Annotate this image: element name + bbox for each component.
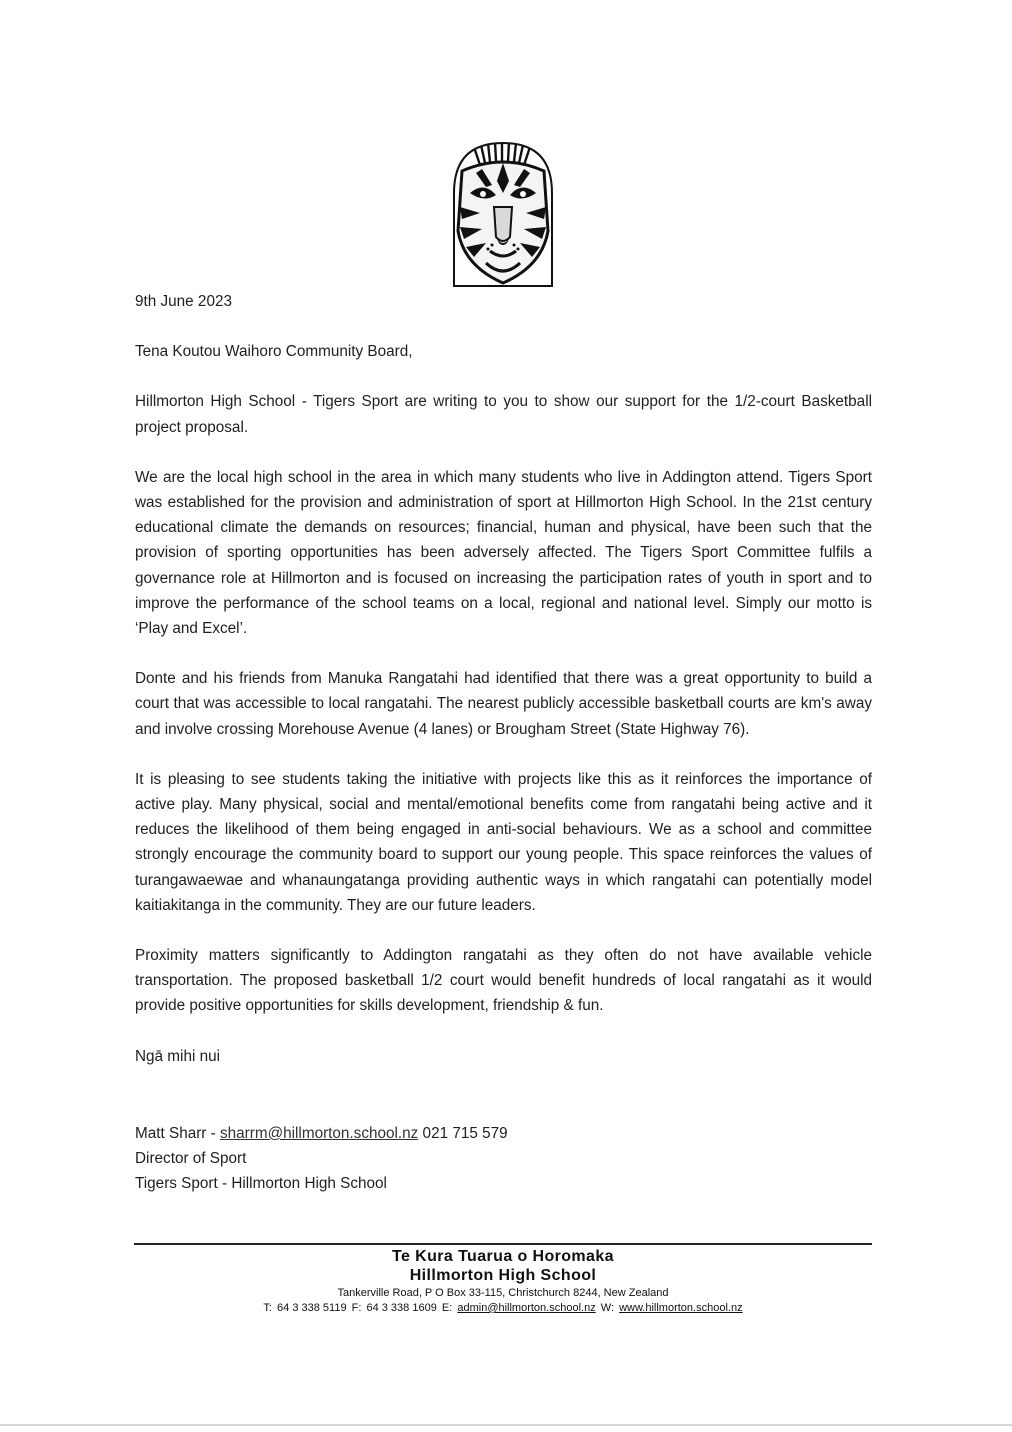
paragraph-support: Hillmorton High School - Tigers Sport are writing to you to show our support for the 1/2-court Basketball project proposal. bbox=[135, 393, 872, 436]
scan-edge-line bbox=[0, 1424, 1012, 1426]
footer-school-maori-name: Te Kura Tuarua o Horomaka bbox=[392, 1248, 614, 1265]
signature-block bbox=[135, 1121, 872, 1197]
signature-phone: 021 715 579 bbox=[418, 1124, 508, 1142]
footer-phone-label: T: bbox=[263, 1302, 272, 1314]
footer-web-label: W: bbox=[600, 1302, 615, 1314]
school-logo bbox=[452, 141, 554, 287]
paragraph-court-access: Donte and his friends from Manuka Rangatahi had identified that there was a great opportunity to build a court that was accessible to local rangatahi. The nearest publicly accessible basketball courts are km's away and involve crossing Morehouse Avenue (4 lanes) or Brougham Street (State Highway 76). bbox=[135, 670, 872, 738]
footer-fax: 64 3 338 1609 bbox=[366, 1302, 437, 1314]
footer-divider bbox=[134, 1243, 872, 1245]
footer-email-link[interactable]: admin@hillmorton.school.nz bbox=[457, 1302, 596, 1314]
signature-line bbox=[135, 1121, 872, 1146]
paragraph-proximity: Proximity matters significantly to Addington rangatahi as they often do not have available vehicle transportation. The proposed basketball 1/2 court would benefit hundreds of local rangatahi as it would provide positive opportunities for skills development, friendship & fun. bbox=[135, 947, 872, 1015]
footer-contacts bbox=[134, 1301, 872, 1316]
letterhead-footer bbox=[134, 1247, 872, 1316]
footer-school-name: Hillmorton High School bbox=[409, 1267, 597, 1284]
footer-fax-label: F: bbox=[351, 1302, 362, 1314]
footer-phone: 64 3 338 5119 bbox=[277, 1302, 347, 1314]
letter-body bbox=[135, 289, 872, 1196]
signature-title: Director of Sport bbox=[135, 1150, 247, 1168]
tiger-head-logo-icon bbox=[452, 141, 554, 287]
footer-address: Tankerville Road, P O Box 33-115, Christchurch 8244, New Zealand bbox=[337, 1287, 669, 1299]
footer-website-link[interactable]: www.hillmorton.school.nz bbox=[619, 1302, 743, 1314]
paragraph-about-school: We are the local high school in the area in which many students who live in Addington attend. Tigers Sport was established for the provision and administration of sport at Hillmorton High School. In the 21st century educational climate the demands on resources; financial, human and physical, have been such that the provision of sporting opportunities has been adversely affected. The Tigers Sport Committee fulfils a governance role at Hillmorton and is focused on increasing the participation rates of youth in sport and to improve the performance of the school teams on a local, regional and national level. Simply our motto is ‘Play and Excel’. bbox=[135, 468, 872, 638]
signature-email-link[interactable]: sharrm@hillmorton.school.nz bbox=[220, 1124, 419, 1142]
signature-organisation: Tigers Sport - Hillmorton High School bbox=[135, 1175, 387, 1193]
footer-email-label: E: bbox=[441, 1302, 453, 1314]
signature-name: Matt Sharr - bbox=[135, 1124, 220, 1142]
letter-date: 9th June 2023 bbox=[135, 293, 232, 310]
closing: Ngā mihi nui bbox=[135, 1047, 221, 1065]
paragraph-benefits: It is pleasing to see students taking the initiative with projects like this as it reinforces the importance of active play. Many physical, social and mental/emotional benefits come from rangatahi being active and it reduces the likelihood of them being engaged in anti-social behaviours. We as a school and committee strongly encourage the community board to support our young people. This space reinforces the values of turangawaewae and whanaungatanga providing authentic ways in which rangatahi can potentially model kaitiakitanga in the community. They are our future leaders. bbox=[135, 770, 872, 914]
salutation: Tena Koutou Waihoro Community Board, bbox=[135, 343, 413, 361]
